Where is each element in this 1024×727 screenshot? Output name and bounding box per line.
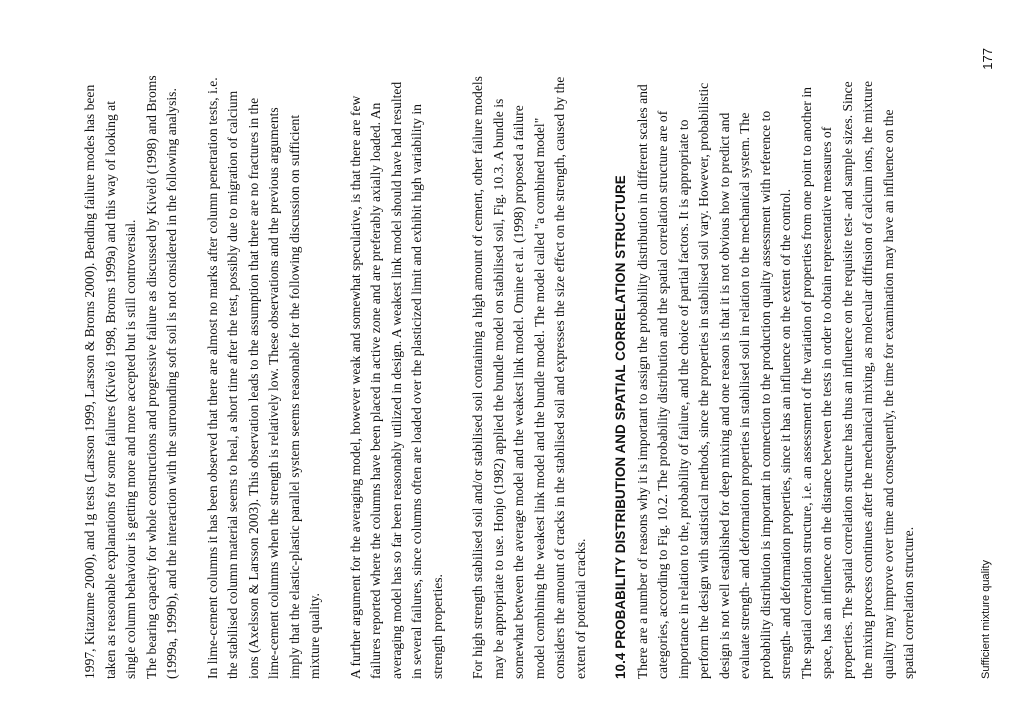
- paragraph-spatial-correlation: The spatial correlation structure, i.e. an assessment of the variation of properties from one point to another in space, has an influence on the distance between the tests in order to obtain representative measures of properties. The spatial correlation structure has thus an influence on the requisite test- and sample sizes. Since the mixing process continues after the mechanical mixing, as molecular diffusion of calcium ions, the mixture quality may improve over time and consequently, the time for examination may have an influence on the spatial correlation structure.: [798, 80, 916, 679]
- paragraph-probability-distribution: There are a number of reasons why it is important to assign the probability distribution in different scales and categories, according to Fig. 10.2. The probability distribution and the spatial correlation structure are of importance in relation to the, probability of failure, and the choice of partial factors. It is appropriate to perform the design with statistical methods, since the properties in stabilised soil vary. However, probabilistic design is not well established for deep mixing and one reason is that it is not obvious how to predict and evaluate strength- and deformation properties in stabilised soil in relation to the mechanical system. The probability distribution is important in connection to the production quality assessment with reference to strength- and deformation properties, since it has an influence on the extent of the control.: [634, 82, 793, 679]
- paragraph-failure-modes: 1997, Kitazume 2000), and 1g tests (Larsson 1999, Larsson & Broms 2000). Bending failure modes has been taken as reasonable explanations for some failures (Kivelö 1998, Broms 1999a) and this way of looking at single column behaviour is getting more and more accepted but is still controversial.: [82, 84, 138, 679]
- paragraph-averaging-model: A further argument for the averaging model, however weak and somewhat speculative, is that there are few failures reported where the columns have been placed in active zone and are preferably axially loaded. An averaging model has so far been reasonably utilized in design. A weakest link model should have had resulted in several failures, since columns often are loaded over the plasticized limit and exhibit high variability in strength properties.: [347, 81, 445, 679]
- paragraph-high-strength: For high strength stabilised soil and/or stabilised soil containing a high amount of cement, other failure models may be appropriate to use. Honjo (1982) applied the bundle model on stabilised soil, Fig. 10.3. A bundle is somewhat between the average model and the weakest link model. Omine et al. (1998) proposed a failure model combining the weakest link model and the bundle model. The model called "a combined model" considers the amount of cracks in the stabilised soil and expresses the size effect on the strength, caused by the extent of potential cracks.: [470, 76, 588, 679]
- page-number: 177: [980, 48, 995, 70]
- main-text-column: [80, 74, 940, 679]
- paragraph-bearing-capacity: The bearing capacity for whole constructions and progressive failure as discussed by Kivelö (1998) and Broms (1999a, 1999b), and the interaction with the surrounding soft soil is not considered in the following analysis.: [143, 75, 179, 679]
- running-footer: Sufficient mixture quality: [980, 559, 992, 679]
- paragraph-lime-cement-columns: In lime-cement columns it has been observed that there are almost no marks after column penetration tests, i.e. the stabilised column material seems to heal, a short time after the test, possibly due to migration of calcium ions (Axelsson & Larsson 2003). This observation leads to the assumption that there are no fractures in the lime-cement columns when the strength is relatively low. These observations and the previous arguments imply that the elastic-plastic parallel system seems reasonable for the following discussion on sufficient mixture quality.: [204, 77, 322, 679]
- section-heading: 10.4 PROBABILITY DISTRIBUTION AND SPATIAL CORRELATION STRUCTURE: [613, 175, 628, 679]
